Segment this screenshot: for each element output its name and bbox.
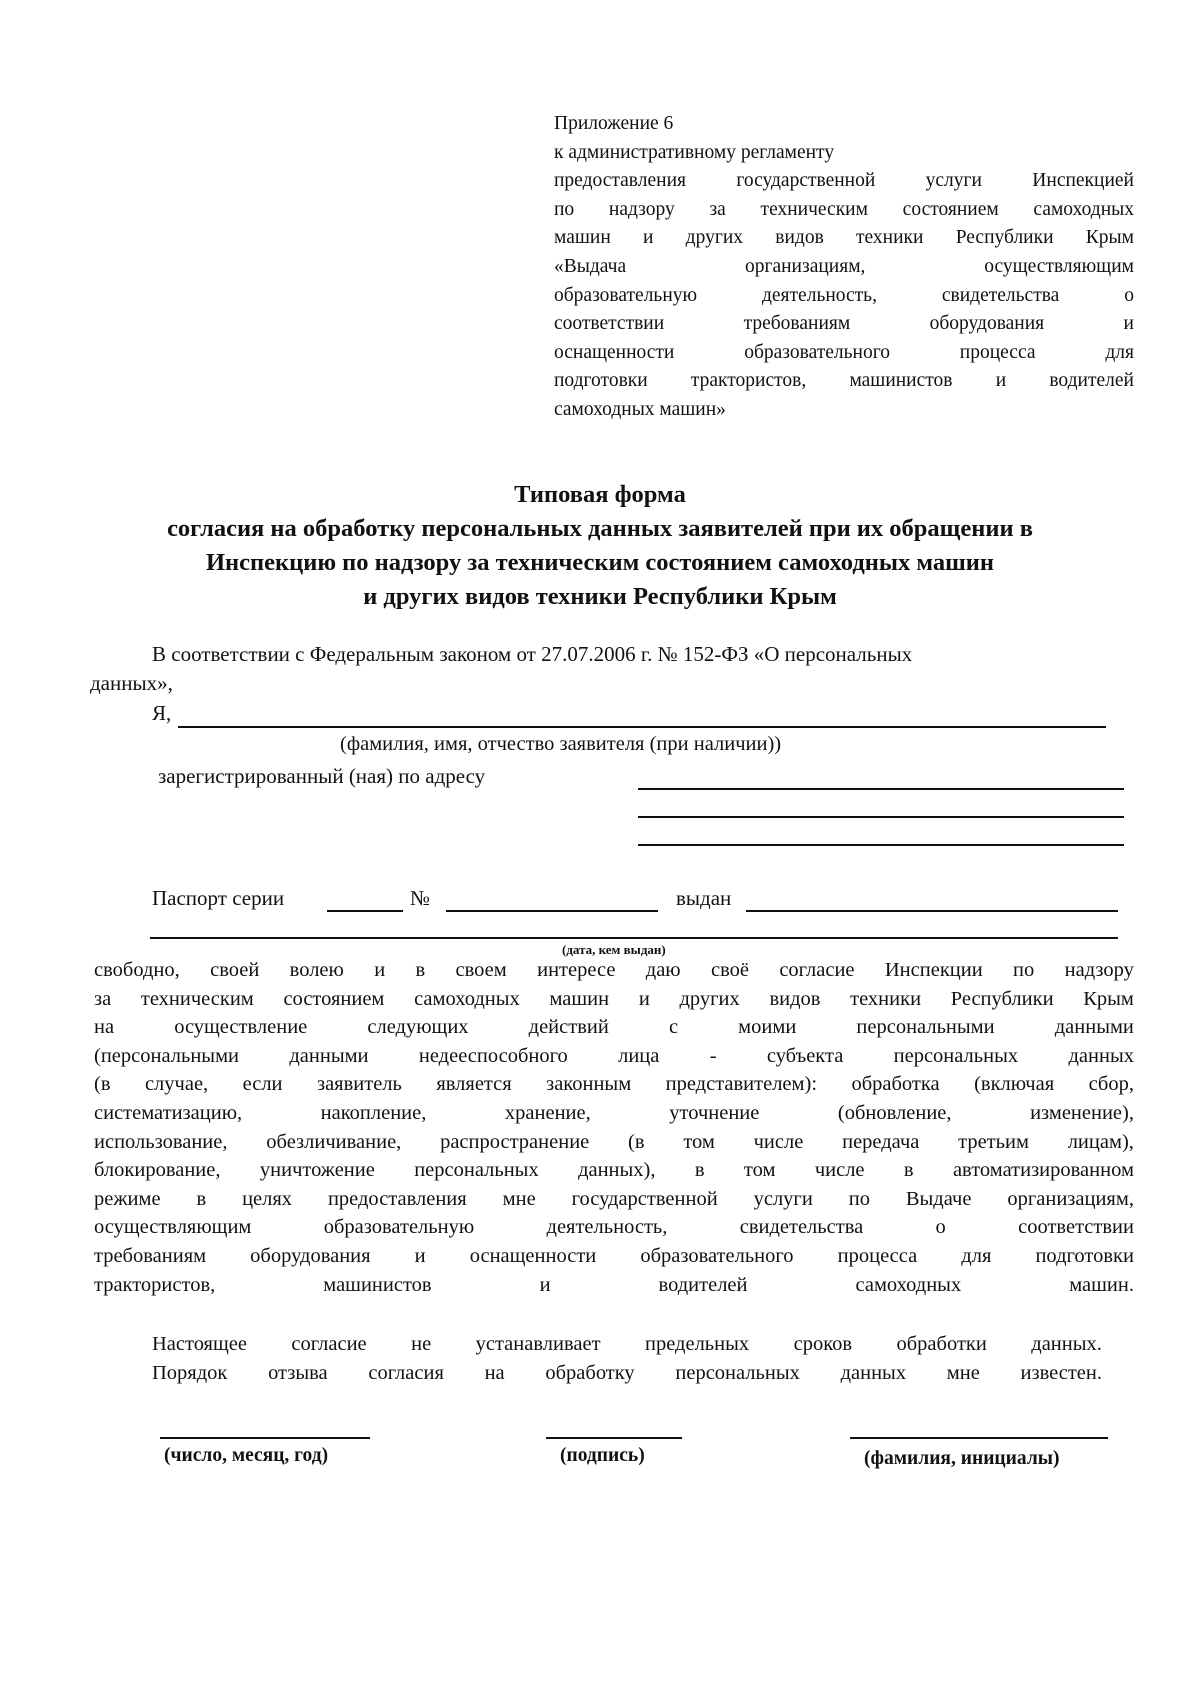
appendix-last-line: самоходных машин» (554, 398, 726, 420)
consent-line (94, 1242, 1134, 1271)
passport-number-label: № (410, 886, 431, 910)
appendix-word: государственной (736, 170, 876, 192)
consent-last-line: трактористов, машинистов и водителей самоходных машин. (94, 1273, 1134, 1296)
consent-term-paragraph (152, 1330, 1102, 1387)
consent-word: техническим (140, 987, 254, 1010)
consent-word: по (848, 1187, 870, 1210)
appendix-word: техническим (760, 198, 868, 220)
consent-word: о (935, 1216, 946, 1239)
passport-date-issuer-field[interactable] (150, 937, 1118, 939)
consent-word: согласие (779, 959, 855, 981)
consent-line (94, 1185, 1134, 1214)
consent-word: осуществляющим (94, 1216, 252, 1239)
appendix-line (554, 367, 1134, 396)
revoke-procedure-line: Порядок отзыва согласия на обработку персональных данных мне известен. (152, 1361, 1102, 1384)
consent-word: представителем): (665, 1073, 818, 1096)
consent-word: образовательную (323, 1216, 475, 1239)
consent-term-word: данных. (1031, 1333, 1102, 1355)
consent-word: блокирование, (94, 1159, 221, 1182)
appendix-line (554, 224, 1134, 253)
consent-word: (в (94, 1073, 111, 1096)
appendix-word: оснащенности (554, 341, 675, 363)
consent-word: предоставления (327, 1187, 467, 1210)
consent-line (94, 1013, 1134, 1042)
consent-line (94, 985, 1134, 1014)
consent-word: и (374, 959, 386, 981)
appendix-word: техники (856, 227, 924, 249)
consent-word: требованиям (94, 1244, 207, 1267)
consent-word: - (709, 1044, 717, 1067)
appendix-word: Инспекцией (1032, 170, 1134, 192)
consent-word: хранение, (504, 1101, 591, 1124)
consent-term-word: обработки (896, 1333, 987, 1355)
consent-word: режиме (94, 1187, 161, 1210)
appendix-word: и (995, 370, 1007, 392)
consent-word: своё (710, 959, 749, 981)
consent-word: для (961, 1244, 992, 1267)
appendix-regulation-ref: к административному регламенту (554, 141, 835, 163)
consent-word: других (679, 987, 740, 1010)
appendix-line (554, 310, 1134, 339)
consent-word: и (414, 1244, 426, 1267)
intro-law-line-2: данных», (90, 671, 173, 695)
consent-word: надзору (1064, 959, 1134, 981)
consent-word: техники (850, 987, 922, 1010)
appendix-line (554, 196, 1134, 225)
consent-word: оснащенности (469, 1244, 597, 1267)
consent-word: организациям, (1007, 1187, 1134, 1210)
consent-word: обезличивание, (266, 1130, 402, 1153)
appendix-word: организациям, (744, 255, 866, 277)
signature-caption: (подпись) (560, 1445, 645, 1466)
passport-series-field[interactable] (327, 910, 403, 912)
consent-word: с (668, 1016, 679, 1039)
consent-word: (персональными (94, 1044, 240, 1067)
appendix-word: машинистов (849, 370, 953, 392)
consent-word: на (94, 1016, 115, 1039)
consent-word: свободно, (94, 959, 180, 981)
consent-word: в (415, 959, 426, 981)
consent-word: видов (769, 987, 821, 1010)
consent-term-word: устанавливает (475, 1333, 601, 1355)
appendix-word: требованиям (743, 313, 851, 335)
title-line-2: согласия на обработку персональных данных заявителей при их обращении в (167, 515, 1033, 542)
consent-word: в (694, 1159, 705, 1182)
consent-word: даю (645, 959, 681, 981)
appendix-word: Крым (1085, 227, 1134, 249)
consent-word: заявитель (316, 1073, 402, 1096)
consent-word: сбор, (1088, 1073, 1134, 1096)
consent-line (94, 956, 1134, 985)
consent-word: обработка (851, 1073, 940, 1096)
consent-word: числе (753, 1130, 804, 1153)
appendix-word: осуществляющим (984, 255, 1134, 277)
consent-word: деятельность, (546, 1216, 668, 1239)
appendix-word: за (709, 198, 726, 220)
consent-word: является (436, 1073, 512, 1096)
consent-word: свидетельства (739, 1216, 864, 1239)
consent-word: персональных (414, 1159, 539, 1182)
appendix-word: самоходных (1033, 198, 1134, 220)
name-initials-field[interactable] (850, 1437, 1108, 1439)
passport-issued-label: выдан (676, 886, 732, 910)
consent-word: автоматизированном (952, 1159, 1134, 1182)
consent-term-line (152, 1330, 1102, 1359)
consent-word: (в (628, 1130, 645, 1153)
consent-word: уточнение (669, 1101, 760, 1124)
consent-word: процесса (837, 1244, 918, 1267)
appendix-word: услуги (925, 170, 982, 192)
appendix-word: подготовки (554, 370, 648, 392)
passport-date-caption: (дата, кем выдан) (562, 942, 666, 957)
name-initials-caption: (фамилия, инициалы) (864, 1448, 1060, 1469)
consent-word: самоходных (414, 987, 520, 1010)
appendix-line (554, 339, 1134, 368)
consent-word: за (94, 987, 112, 1010)
appendix-word: Республики (955, 227, 1054, 249)
form-title (60, 478, 1140, 614)
consent-word: накопление, (320, 1101, 427, 1124)
appendix-word: оборудования (929, 313, 1045, 335)
passport-number-field[interactable] (446, 910, 658, 912)
consent-word: данными (289, 1044, 369, 1067)
consent-word: следующих (367, 1016, 469, 1039)
consent-word: третьим (958, 1130, 1029, 1153)
consent-word: целях (242, 1187, 293, 1210)
appendix-word: и (1123, 313, 1134, 335)
consent-word: оборудования (250, 1244, 371, 1267)
appendix-line (554, 167, 1134, 196)
title-line-3: Инспекцию по надзору за техническим состоянием самоходных машин (205, 549, 995, 576)
consent-word: том (683, 1130, 715, 1153)
consent-word: услуги (753, 1187, 813, 1210)
consent-word: передача (842, 1130, 920, 1153)
applicant-name-caption: (фамилия, имя, отчество заявителя (при наличии)) (340, 733, 782, 755)
consent-word: законным (546, 1073, 632, 1096)
consent-word: образовательного (640, 1244, 794, 1267)
appendix-word: состоянием (902, 198, 999, 220)
appendix-word: по (554, 198, 575, 220)
consent-term-word: Настоящее (152, 1333, 247, 1355)
consent-word: машин (549, 987, 610, 1010)
consent-line (94, 1042, 1134, 1071)
appendix-word: других (685, 227, 744, 249)
appendix-word: видов (775, 227, 824, 249)
title-line-1: Типовая форма (514, 481, 686, 508)
appendix-word: машин (554, 227, 611, 249)
applicant-name-field[interactable] (178, 726, 1106, 728)
title-line-4: и других видов техники Республики Крым (363, 583, 837, 610)
consent-word: данными (1054, 1016, 1134, 1039)
appendix-line (554, 282, 1134, 311)
appendix-word: надзору (608, 198, 675, 220)
consent-word: Республики (950, 987, 1054, 1010)
consent-word: своем (455, 959, 507, 981)
consent-word: лицам), (1067, 1130, 1134, 1153)
consent-word: по (1013, 959, 1035, 981)
consent-word: подготовки (1035, 1244, 1134, 1267)
consent-word: случае, (144, 1073, 209, 1096)
date-signature-field[interactable] (160, 1437, 370, 1439)
address-field-1[interactable] (638, 788, 1124, 790)
appendix-word: образовательного (744, 341, 890, 363)
consent-term-word: согласие (291, 1333, 367, 1355)
consent-word: своей (210, 959, 260, 981)
appendix-number: Приложение 6 (554, 113, 674, 134)
appendix-word: образовательную (554, 284, 698, 306)
consent-word: данных), (578, 1159, 656, 1182)
appendix-word: «Выдача (554, 255, 627, 277)
appendix-word: водителей (1049, 370, 1134, 392)
signature-field[interactable] (546, 1437, 682, 1439)
consent-word: данных (1068, 1044, 1134, 1067)
consent-line (94, 1156, 1134, 1185)
consent-word: уничтожение (259, 1159, 375, 1182)
consent-word: мне (502, 1187, 536, 1210)
address-field-2[interactable] (638, 816, 1124, 818)
appendix-word: процесса (959, 341, 1036, 363)
consent-word: соответствии (1018, 1216, 1134, 1239)
consent-word: моими (738, 1016, 797, 1039)
consent-word: Инспекции (884, 959, 983, 981)
address-field-3[interactable] (638, 844, 1124, 846)
consent-word: (включая (974, 1073, 1055, 1096)
consent-term-word: не (411, 1333, 432, 1355)
appendix-word: и (642, 227, 654, 249)
passport-issued-field[interactable] (746, 910, 1118, 912)
consent-line (94, 1099, 1134, 1128)
consent-word: числе (814, 1159, 865, 1182)
passport-series-label: Паспорт серии (152, 886, 285, 910)
consent-line (94, 1070, 1134, 1099)
appendix-description (554, 167, 1134, 396)
consent-word: в (903, 1159, 914, 1182)
appendix-word: предоставления (554, 170, 686, 192)
consent-word: Выдаче (905, 1187, 972, 1210)
consent-line (94, 1213, 1134, 1242)
consent-word: систематизацию, (94, 1101, 243, 1124)
consent-lines (94, 956, 1134, 1271)
consent-word: государственной (571, 1187, 718, 1210)
consent-word: Крым (1083, 987, 1134, 1010)
consent-word: (обновление, (837, 1101, 952, 1124)
consent-word: интересе (537, 959, 616, 981)
consent-paragraph (94, 956, 1134, 1299)
consent-word: недееспособного (418, 1044, 568, 1067)
consent-word: использование, (94, 1130, 228, 1153)
appendix-word: для (1105, 341, 1134, 363)
consent-word: осуществление (174, 1016, 308, 1039)
consent-word: в (196, 1187, 207, 1210)
consent-word: персональными (856, 1016, 995, 1039)
appendix-word: трактористов, (690, 370, 807, 392)
consent-word: волею (289, 959, 344, 981)
consent-word: лица (618, 1044, 660, 1067)
consent-word: распространение (440, 1130, 590, 1153)
appendix-word: деятельность, (761, 284, 877, 306)
consent-word: изменение), (1030, 1101, 1134, 1124)
consent-word: действий (528, 1016, 609, 1039)
date-signature-caption: (число, месяц, год) (164, 1445, 329, 1466)
consent-word: если (242, 1073, 283, 1096)
applicant-prefix: Я, (152, 701, 172, 725)
appendix-line (554, 253, 1134, 282)
consent-term-word: предельных (644, 1333, 750, 1355)
address-label: зарегистрированный (ная) по адресу (158, 764, 486, 788)
appendix-word: свидетельства (941, 284, 1060, 306)
consent-word: том (743, 1159, 776, 1182)
appendix-word: о (1124, 284, 1134, 306)
consent-line (94, 1128, 1134, 1157)
consent-term-word: сроков (793, 1333, 853, 1355)
consent-word: и (638, 987, 650, 1010)
consent-word: состоянием (283, 987, 385, 1010)
intro-law-line: В соответствии с Федеральным законом от 27.07.2006 г. № 152-ФЗ «О персональных (152, 642, 913, 666)
consent-word: персональных (893, 1044, 1019, 1067)
consent-word: субъекта (766, 1044, 844, 1067)
appendix-word: соответствии (554, 313, 665, 335)
appendix-header (554, 110, 1134, 425)
